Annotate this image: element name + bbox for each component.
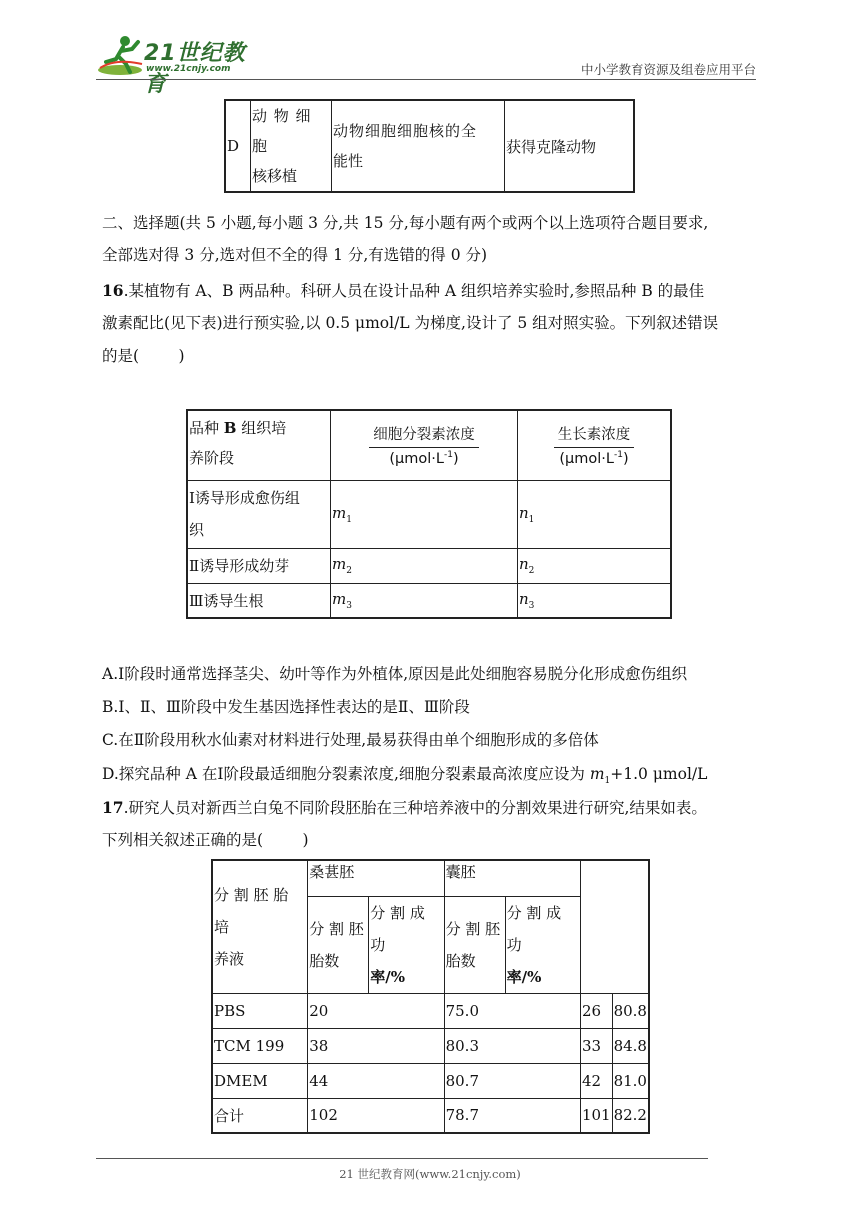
table-header-cell bbox=[518, 410, 672, 480]
section2-line2: 全部选对得 3 分,选对但不全的得 1 分,有选错的得 0 分) bbox=[102, 246, 488, 264]
header-logo bbox=[96, 34, 266, 97]
footer-rule bbox=[96, 1158, 708, 1159]
table-header-row bbox=[212, 860, 649, 896]
table-row bbox=[187, 583, 671, 618]
table-row bbox=[225, 100, 634, 192]
table-row bbox=[187, 480, 671, 548]
table-cell: 80.7 bbox=[444, 1063, 580, 1098]
cell-line: 养阶段 bbox=[189, 449, 235, 467]
table-row bbox=[212, 1098, 649, 1133]
header-rule bbox=[96, 79, 756, 80]
cell-line: 分 割 胚 胎 培 bbox=[214, 885, 289, 936]
table-header-cell bbox=[580, 860, 649, 993]
table-header-cell: 分 割 胚 胎数 bbox=[308, 896, 369, 993]
fraction-label bbox=[369, 423, 479, 467]
table-cell: DMEM bbox=[212, 1063, 308, 1098]
table-header-cell bbox=[187, 410, 331, 480]
table-cell: 20 bbox=[308, 993, 444, 1028]
table-cell: $m_3$ bbox=[331, 583, 518, 618]
q16-line2: 激素配比(见下表)进行预实验,以 0.5 μmol/L 为梯度,设计了 5 组对照实验。下列叙述错误 bbox=[102, 314, 719, 332]
q16-text: .某植物有 A、B 两品种。科研人员在设计品种 A 组织培养实验时,参照品种 B 的最佳 bbox=[123, 282, 705, 300]
cell-line: 核移植 bbox=[252, 167, 298, 185]
table-cell: 102 bbox=[308, 1098, 444, 1133]
table-header-cell: 分 割 成 功 率/% bbox=[369, 896, 444, 993]
q16-option-c: C.在Ⅱ阶段用秋水仙素对材料进行处理,最易获得由单个细胞形成的多倍体 bbox=[102, 731, 599, 749]
cell-line: 养液 bbox=[214, 949, 245, 968]
question-number: 16 bbox=[102, 281, 124, 300]
q16-option-b: B.Ⅰ、Ⅱ、Ⅲ阶段中发生基因选择性表达的是Ⅱ、Ⅲ阶段 bbox=[102, 698, 470, 716]
logo-url: www.21cnjy.com bbox=[146, 64, 231, 74]
table-cell: 26 bbox=[580, 993, 612, 1028]
q17-text: .研究人员对新西兰白兔不同阶段胚胎在三种培养液中的分割效果进行研究,结果如表。 bbox=[123, 799, 707, 817]
table-top bbox=[224, 99, 635, 193]
table-row bbox=[212, 1063, 649, 1098]
q16-option-d: D.探究品种 A 在Ⅰ阶段最适细胞分裂素浓度,细胞分裂素最高浓度应设为 $m_1+1.0$ μmol/L bbox=[102, 765, 708, 787]
table-cell: PBS bbox=[212, 993, 308, 1028]
table-cell bbox=[187, 480, 331, 548]
table-header-row bbox=[187, 410, 671, 480]
table-cell: $m_2$ bbox=[331, 548, 518, 583]
table-header-cell: 分 割 胚 胎数 bbox=[444, 896, 505, 993]
table-cell: 44 bbox=[308, 1063, 444, 1098]
table-header-cell: 囊胚 bbox=[444, 860, 580, 896]
table-cell: 合计 bbox=[212, 1098, 308, 1133]
table-cell: $m_1$ bbox=[331, 480, 518, 548]
table-cell: 80.8 bbox=[612, 993, 649, 1028]
header-right-text: 中小学教育资源及组卷应用平台 bbox=[580, 62, 756, 77]
cell-line: Ⅰ诱导形成愈伤组 bbox=[189, 489, 300, 507]
table-cell bbox=[332, 100, 505, 192]
cell-line: 品种 B 组织培 bbox=[189, 419, 287, 437]
table-row bbox=[187, 548, 671, 583]
runner-logo-icon bbox=[96, 34, 146, 78]
table-cell: $n_1$ bbox=[518, 480, 672, 548]
table-row bbox=[212, 1028, 649, 1063]
q16-line1 bbox=[102, 280, 704, 302]
q17-line2: 下列相关叙述正确的是( ) bbox=[102, 831, 309, 849]
table-cell: 38 bbox=[308, 1028, 444, 1063]
table-cell: 获得克隆动物 bbox=[505, 100, 635, 192]
q16-line3: 的是( ) bbox=[102, 347, 185, 365]
logo-text: 21世纪教育 bbox=[144, 41, 246, 97]
fraction-denominator: $(\mu mol\cdot L^{-1})$ bbox=[559, 450, 629, 468]
table-cell: 33 bbox=[580, 1028, 612, 1063]
table-cell: $n_2$ bbox=[518, 548, 672, 583]
table-cell: 101 bbox=[580, 1098, 612, 1133]
fraction-denominator: $(\mu mol\cdot L^{-1})$ bbox=[389, 450, 459, 468]
table-cell: Ⅲ诱导生根 bbox=[187, 583, 331, 618]
table-cell: Ⅱ诱导形成幼芽 bbox=[187, 548, 331, 583]
table-cell: 42 bbox=[580, 1063, 612, 1098]
table-cell: 84.8 bbox=[612, 1028, 649, 1063]
table-header-cell bbox=[331, 410, 518, 480]
cell-line: 织 bbox=[189, 521, 205, 539]
table-cell: 78.7 bbox=[444, 1098, 580, 1133]
q16-option-a: A.Ⅰ阶段时通常选择茎尖、幼叶等作为外植体,原因是此处细胞容易脱分化形成愈伤组织 bbox=[102, 665, 688, 683]
table-cell: 82.2 bbox=[612, 1098, 649, 1133]
table-q16 bbox=[186, 409, 672, 619]
table-cell bbox=[251, 100, 332, 192]
table-header-cell: 桑葚胚 bbox=[308, 860, 444, 896]
cell-line: 动物细胞细胞核的全 bbox=[333, 122, 478, 140]
footer-text[interactable]: 21 世纪教育网(www.21cnjy.com) bbox=[339, 1167, 521, 1181]
fraction-label bbox=[554, 423, 635, 467]
table-cell: D bbox=[225, 100, 251, 192]
table-header-cell bbox=[212, 860, 308, 993]
table-cell: 81.0 bbox=[612, 1063, 649, 1098]
fraction-numerator: 细胞分裂素浓度 bbox=[369, 423, 479, 448]
question-number: 17 bbox=[102, 798, 124, 817]
table-q17 bbox=[211, 859, 650, 1134]
q17-line1 bbox=[102, 797, 707, 819]
cell-line: 能性 bbox=[333, 152, 364, 170]
cell-line: 动 物 细 胞 bbox=[252, 107, 312, 155]
table-cell: 75.0 bbox=[444, 993, 580, 1028]
table-cell: 80.3 bbox=[444, 1028, 580, 1063]
table-row bbox=[212, 993, 649, 1028]
section2-line1: 二、选择题(共 5 小题,每小题 3 分,共 15 分,每小题有两个或两个以上选项符合题目要求, bbox=[102, 214, 709, 232]
fraction-numerator: 生长素浓度 bbox=[554, 423, 635, 448]
table-header-cell: 分 割 成 功 率/% bbox=[505, 896, 580, 993]
table-cell: $n_3$ bbox=[518, 583, 672, 618]
table-cell: TCM 199 bbox=[212, 1028, 308, 1063]
